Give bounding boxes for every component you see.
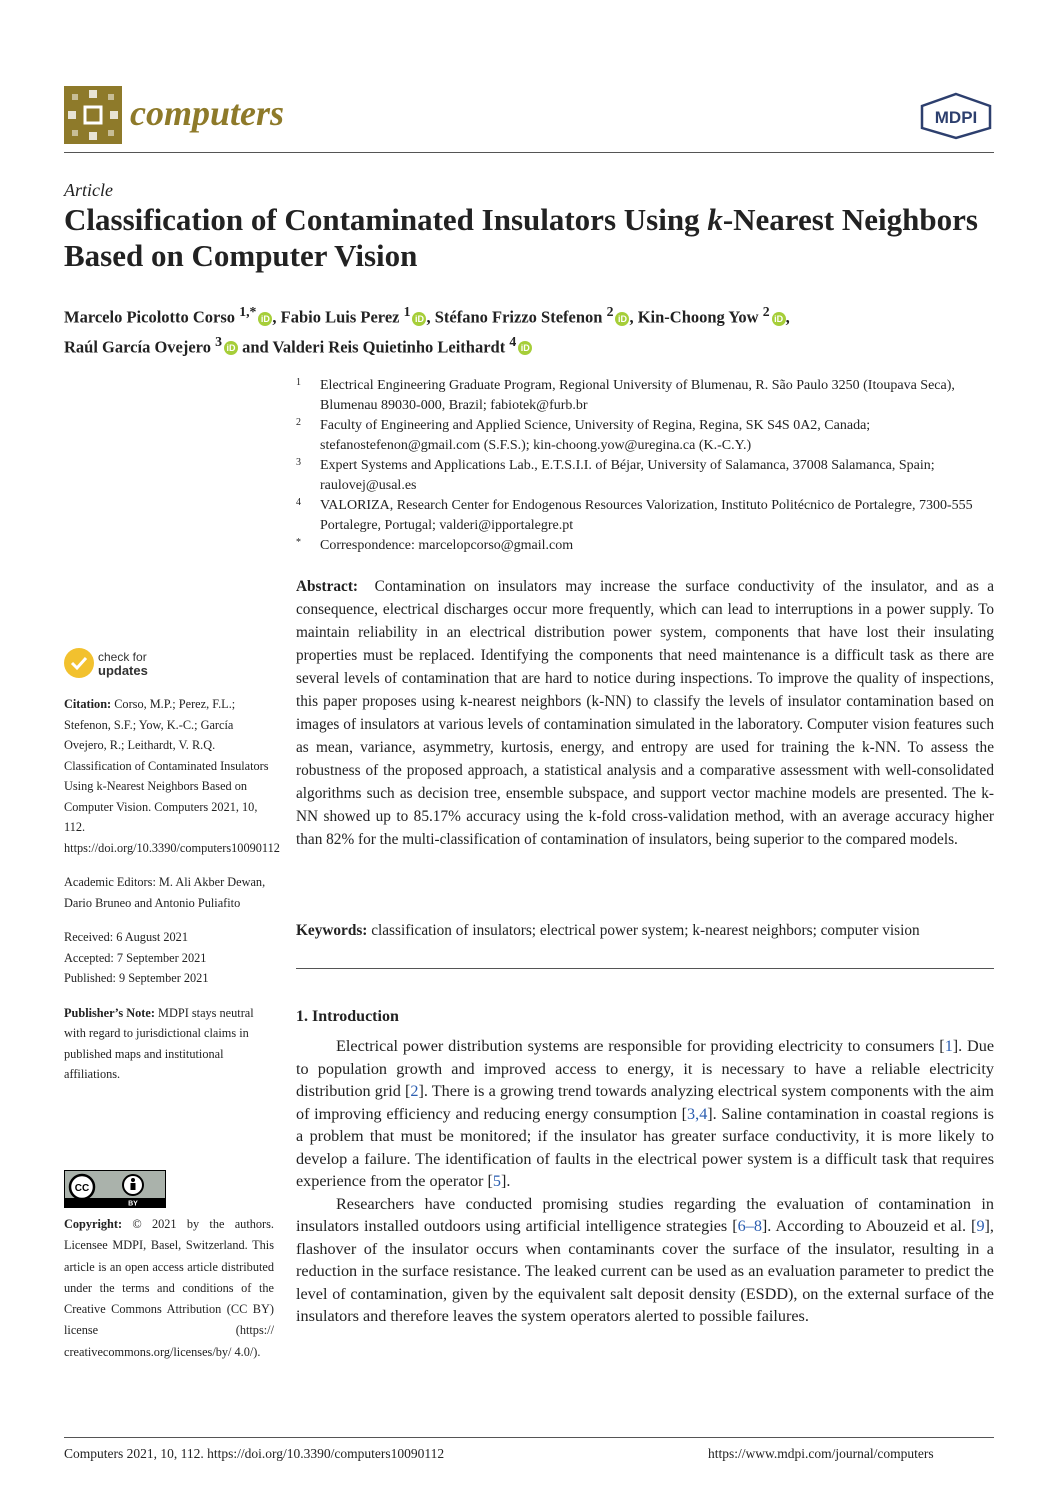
citation [64, 694, 280, 858]
citation-link[interactable]: 6–8 [737, 1217, 762, 1235]
citation-text: Corso, M.P.; Perez, F.L.; Stefenon, S.F.; Yow, K.-C.; García Ovejero, R.; Leithardt, V. R.Q. Classification of Contaminated Insulators Using k-Nearest Neighbors Based on Computer Vision. Computers 2021, 10, 112. https://doi.org/10.3390/computers10090112 [64, 697, 280, 855]
affiliation-text: Correspondence: marcelopcorso@gmail.com [320, 538, 574, 553]
author-sup: 1,* [239, 304, 257, 319]
mdpi-logo-icon [918, 92, 994, 140]
published-date: Published: 9 September 2021 [64, 971, 209, 985]
orcid-icon[interactable]: iD [412, 312, 426, 326]
footer-citation: Computers 2021, 10, 112. https://doi.org/10.3390/computers10090112 [64, 1446, 445, 1461]
keywords-text: classification of insulators; electrical power system; k-nearest neighbors; computer vision [371, 922, 920, 939]
affiliation-number: * [296, 537, 301, 548]
cc-text: CC [74, 1183, 90, 1194]
copyright [64, 1214, 274, 1363]
by-text: BY [128, 1200, 138, 1207]
abstract [296, 575, 994, 851]
orcid-icon[interactable]: iD [772, 312, 786, 326]
affiliations [296, 376, 996, 556]
title-k: k [707, 202, 723, 237]
received-date: Received: 6 August 2021 [64, 930, 188, 944]
accepted-date: Accepted: 7 September 2021 [64, 950, 207, 965]
author-sep: , [629, 307, 638, 327]
text-run: ]. Due to population growth and improved access to energy, it is necessary to have a reliable electricity distribution grid [ [296, 1037, 995, 1100]
author-name: Marcelo Picolotto Corso [64, 307, 236, 327]
affiliation-text: VALORIZA, Research Center for Endogenous Resources Valorization, Instituto Politécnico de Portalegre, 7300-555 Portalegre, Portugal; valderi@ipportalegre.pt [320, 498, 973, 533]
affiliation-number: 2 [296, 417, 301, 428]
intro-paragraph [296, 1035, 994, 1193]
orcid-icon[interactable]: iD [615, 312, 629, 326]
copyright-text: © 2021 by the authors. Licensee MDPI, Basel, Switzerland. This article is an open access article distributed under the terms and conditions of the Creative Commons Attribution (CC BY) license (https:// creativecommons.org/licenses/by/ 4.0/). [64, 1217, 274, 1359]
author-name: Stéfano Frizzo Stefenon [434, 307, 603, 327]
abstract-text: Contamination on insulators may increase the surface conductivity of the insulator, and as a consequence, electrical discharges occur more frequently, which can lead to interruptions in a power supply. To maintain reliability in an electrical distribution power system, components that have lost their insulating properties must be replaced. Identifying the components that need maintenance is a difficult task as there are several levels of contamination that are hard to notice during inspections. To improve the quality of inspections, this paper proposes using k-nearest neighbors (k-NN) to classify the levels of insulator contamination based on images of insulators at various levels of contamination simulated in the laboratory. Computer vision features such as mean, variance, asymmetry, kurtosis, energy, and entropy are used for training the k-NN. To assess the robustness of the proposed approach, a statistical analysis and a comparative assessment with well-consolidated algorithms such as decision tree, ensemble subspace, and support vector machine models are presented. The k-NN showed up to 85.17% accuracy using the k-fold cross-validation method, with an average accuracy higher than 82% for the multi-classification of contamination of insulators, being superior to the compared models. [296, 578, 995, 848]
orcid-icon[interactable]: iD [224, 341, 238, 355]
citation-link[interactable]: 5 [492, 1172, 501, 1190]
citation-link[interactable]: 3,4 [687, 1104, 708, 1123]
header-rule [64, 152, 994, 153]
keywords-label: Keywords: [296, 922, 368, 939]
affiliation-item [296, 456, 996, 496]
affiliation-number: 4 [296, 497, 301, 508]
page-title [64, 202, 994, 274]
author-name: Kin-Choong Yow [637, 307, 759, 327]
academic-editors: Academic Editors: M. Ali Akber Dewan, Dario Bruneo and Antonio Puliafito [64, 875, 266, 910]
footer-journal-url[interactable]: https://www.mdpi.com/journal/computers [708, 1446, 934, 1461]
author-sup: 2 [762, 304, 770, 319]
author-name: Raúl García Ovejero [64, 337, 211, 356]
text-run: Researchers have conducted promising studies regarding the evaluation of contamination in insulators installed outdoors using artificial intelligence strategies [ [296, 1194, 994, 1235]
affiliation-item [296, 496, 996, 536]
sidebar [64, 694, 280, 1085]
title-part1: Classification of Contaminated Insulators Using [64, 202, 708, 237]
section-heading-introduction: 1. Introduction [296, 1008, 399, 1025]
text-run: ], flashover of the insulator occurs when contaminants cover the surface of the insulator, resulting in a reduction in the surface resistance. The leaked current can be used as an evaluation parameter to predict the level of contamination, given by the equivalent salt deposit density (ESDD), on the external surface of the insulators and therefore leaves the system operators alerted to possible failures. [296, 1217, 994, 1325]
abstract-label: Abstract: [296, 578, 359, 595]
publisher-note-label: Publisher’s Note: [64, 1005, 155, 1020]
affiliation-number: 3 [296, 457, 301, 468]
orcid-icon[interactable]: iD [258, 312, 272, 326]
mdpi-logo-text: MDPI [934, 108, 978, 127]
author-sep: , [272, 307, 281, 327]
text-run: Electrical power distribution systems are responsible for providing electricity to consumers [ [336, 1037, 945, 1055]
citation-link[interactable]: 1 [944, 1037, 953, 1055]
publisher-note [64, 1003, 274, 1085]
citation-link[interactable]: 2 [410, 1082, 419, 1100]
intro-paragraph [296, 1193, 994, 1328]
orcid-icon[interactable]: iD [518, 341, 532, 355]
check-for-updates-line2[interactable]: updates [98, 663, 148, 678]
abstract-rule [296, 968, 994, 969]
citation-label: Citation: [64, 697, 112, 711]
publisher-note-text: MDPI stays neutral with regard to jurisdictional claims in published maps and institutional affiliations. [64, 1005, 254, 1081]
journal-name: computers [130, 93, 285, 133]
journal-logo-icon [64, 86, 122, 144]
text-run: ]. There is a growing trend towards analyzing electrical system components with the aim of improving efficiency and reducing energy consumption [ [296, 1082, 994, 1123]
text-run: ]. [500, 1172, 511, 1190]
affiliation-text: Electrical Engineering Graduate Program, Regional University of Blumenau, R. São Paulo 3250 (Itoupava Seca), Blumenau 89030-000, Brazil; fabiotek@furb.br [320, 378, 955, 413]
affiliation-text: Faculty of Engineering and Applied Science, University of Regina, Regina, SK S4S 0A2, Canada; stefanostefenon@gmail.com (S.F.S.); kin-choong.yow@uregina.ca (K.-C.Y.) [320, 418, 871, 453]
author-name: Valderi Reis Quietinho Leithardt [272, 337, 506, 356]
check-for-updates-line1[interactable]: check for [98, 650, 147, 664]
affiliation-number: 1 [296, 377, 301, 388]
copyright-label: Copyright: [64, 1217, 123, 1231]
keywords [296, 919, 994, 942]
author-sep: , [426, 307, 435, 327]
author-sup: 1 [403, 304, 411, 319]
citation-link[interactable]: 9 [976, 1217, 985, 1235]
author-sep: , [785, 307, 790, 327]
author-and: and [237, 337, 273, 356]
author-sup: 3 [215, 333, 222, 349]
title-part2: -Nearest Neighbors Based on Computer Vision [64, 202, 978, 273]
cc-by-license-icon[interactable] [64, 1170, 166, 1208]
introduction-body [296, 1035, 994, 1328]
author-sup: 2 [606, 304, 614, 319]
check-for-updates-icon[interactable] [64, 648, 94, 678]
text-run: ]. According to Abouzeid et al. [ [761, 1217, 977, 1235]
affiliation-text: Expert Systems and Applications Lab., E.T.S.I.I. of Béjar, University of Salamanca, 37008 Salamanca, Spain; raulovej@usal.es [320, 458, 935, 493]
author-name: Fabio Luis Perez [280, 307, 400, 327]
author-sup: 4 [509, 333, 517, 349]
text-run: ]. Saline contamination in coastal regions is a problem that must be monitored; if the insulator has greater surface conductivity, it is more likely to develop a failure. The identification of faults in the electrical power system is a difficult task that requires experience from the operator [ [296, 1104, 994, 1190]
affiliation-item [296, 376, 996, 416]
footer-rule [64, 1437, 994, 1438]
affiliation-item [296, 536, 996, 556]
author-list [64, 300, 994, 359]
article-type: Article [64, 180, 113, 200]
affiliation-item [296, 416, 996, 456]
